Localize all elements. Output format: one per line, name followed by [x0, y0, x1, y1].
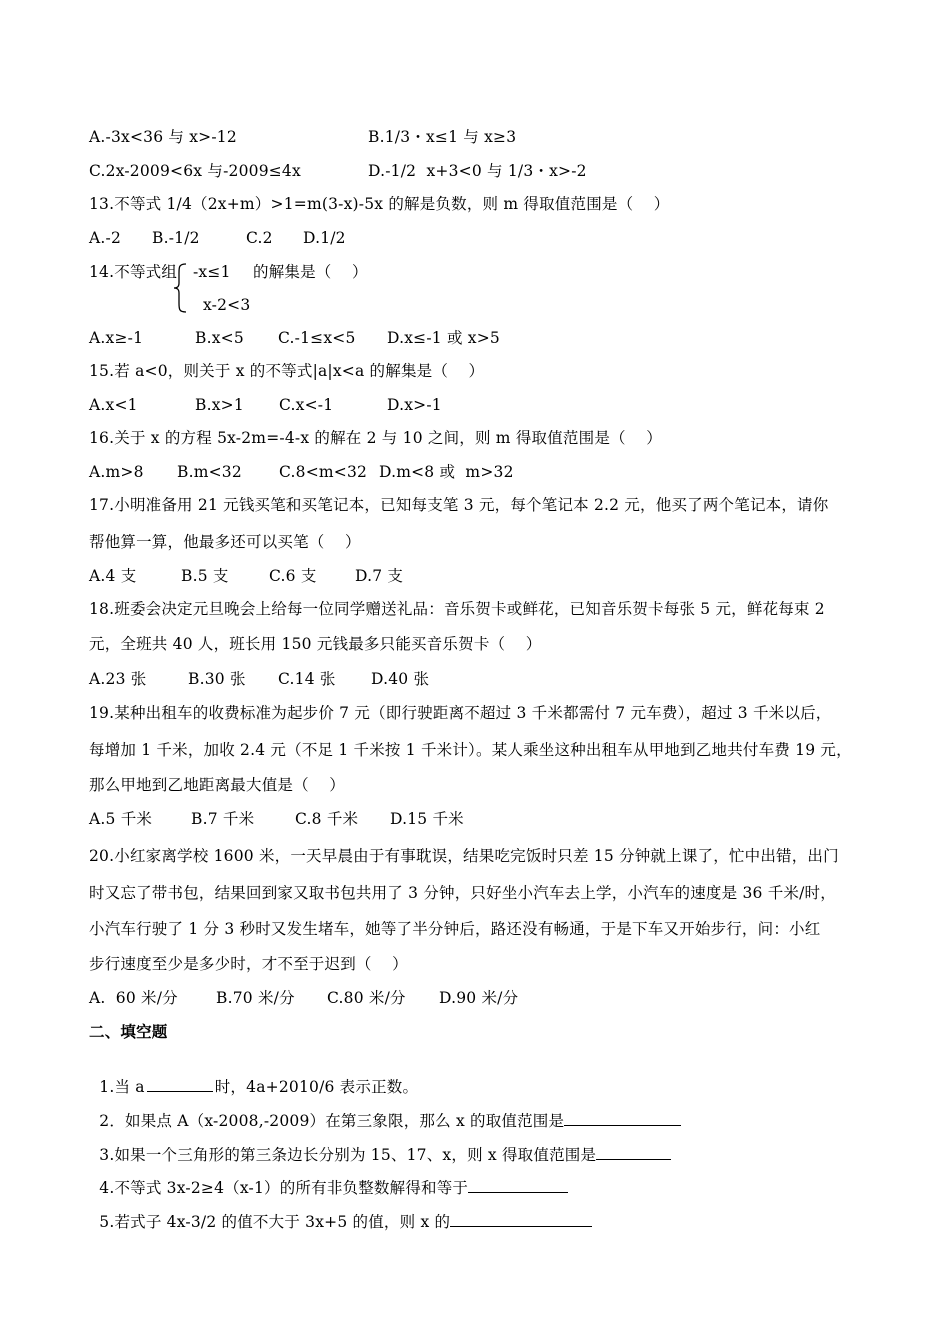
fill-3-answer-blank[interactable]: [596, 1143, 671, 1160]
q13-option-a: A.-2: [89, 229, 122, 247]
q20-option-d: D.90 米/分: [439, 989, 519, 1007]
q14-option-b: B.x<5: [195, 329, 244, 347]
fill-3-text: 3.如果一个三角形的第三条边长分别为 15、17、x，则 x 得取值范围是: [99, 1146, 597, 1164]
q19-line-2: 每增加 1 千米，加收 2.4 元（不足 1 千米按 1 千米计）。某人乘坐这种出租车从甲地到乙地共付车费 19 元，: [89, 741, 852, 759]
q17-line-2: 帮他算一算，他最多还可以买笔（ ）: [89, 533, 361, 551]
q13-stem: 13.不等式 1/4（2x+m）>1=m(3-x)-5x 的解是负数，则 m 得取值范围是（ ）: [89, 195, 670, 213]
q14-option-c: C.-1≤x<5: [278, 329, 356, 347]
q18-line-2: 元，全班共 40 人，班长用 150 元钱最多只能买音乐贺卡（ ）: [89, 635, 542, 653]
q12-option-a: A.-3x<36 与 x>-12: [89, 128, 237, 146]
q15-option-a: A.x<1: [89, 396, 138, 414]
q15-stem: 15.若 a<0，则关于 x 的不等式|a|x<a 的解集是（ ）: [89, 362, 485, 380]
q16-option-b: B.m<32: [177, 463, 242, 481]
q16-option-a: A.m>8: [89, 463, 144, 481]
q14-system-line-2: x-2<3: [203, 296, 251, 314]
q18-option-c: C.14 张: [278, 670, 336, 688]
q20-line-2: 时又忘了带书包，结果回到家又取书包共用了 3 分钟，只好坐小汽车去上学，小汽车的速度是 36 千米/时，: [89, 884, 836, 902]
q14-stem-prefix: 14.不等式组: [89, 263, 178, 281]
q19-option-b: B.7 千米: [191, 810, 255, 828]
q13-option-c: C.2: [246, 229, 273, 247]
q12-option-b: B.1/3・x≤1 与 x≥3: [368, 128, 517, 146]
q19-option-c: C.8 千米: [295, 810, 359, 828]
q16-stem: 16.关于 x 的方程 5x-2m=-4-x 的解在 2 与 10 之间，则 m 得取值范围是（ ）: [89, 429, 662, 447]
fill-4-text: 4.不等式 3x-2≥4（x-1）的所有非负整数解得和等于: [99, 1179, 469, 1197]
q15-option-d: D.x>-1: [387, 396, 442, 414]
q17-line-1: 17.小明准备用 21 元钱买笔和买笔记本，已知每支笔 3 元，每个笔记本 2.2 元，他买了两个笔记本，请你: [89, 496, 829, 514]
q19-line-3: 那么甲地到乙地距离最大值是（ ）: [89, 776, 346, 794]
q15-option-b: B.x>1: [195, 396, 244, 414]
fill-1-suffix: 时，4a+2010/6 表示正数。: [214, 1078, 419, 1096]
q17-option-d: D.7 支: [355, 567, 404, 585]
fill-question-5: [89, 1190, 592, 1232]
q15-option-c: C.x<-1: [279, 396, 334, 414]
q18-option-d: D.40 张: [371, 670, 430, 688]
fill-5-answer-blank[interactable]: [450, 1210, 592, 1227]
q17-option-b: B.5 支: [181, 567, 229, 585]
section-2-title: 二、填空题: [89, 1023, 168, 1041]
q12-option-c: C.2x-2009<6x 与-2009≤4x: [89, 162, 301, 180]
q17-option-a: A.4 支: [89, 567, 137, 585]
q17-option-c: C.6 支: [269, 567, 317, 585]
q16-option-c: C.8<m<32: [279, 463, 368, 481]
q20-option-a: A. 60 米/分: [89, 989, 178, 1007]
q20-line-3: 小汽车行驶了 1 分 3 秒时又发生堵车，她等了半分钟后，路还没有畅通，于是下车又开始步行，问：小红: [89, 920, 821, 938]
q14-system-line-1: -x≤1: [193, 263, 231, 281]
fill-2-text: 2．如果点 A（x-2008,-2009）在第三象限，那么 x 的取值范围是: [99, 1112, 565, 1130]
q12-option-d: D.-1/2 x+3<0 与 1/3・x>-2: [368, 162, 587, 180]
q16-option-d: D.m<8 或 m>32: [379, 463, 514, 481]
q20-line-1: 20.小红家离学校 1600 米，一天早晨由于有事耽误，结果吃完饭时只差 15 分钟就上课了，忙中出错，出门: [89, 847, 839, 865]
q14-option-a: A.x≥-1: [89, 329, 144, 347]
fill-1-prefix: 1.当 a: [99, 1078, 145, 1096]
q18-option-b: B.30 张: [188, 670, 246, 688]
q19-line-1: 19.某种出租车的收费标准为起步价 7 元（即行驶距离不超过 3 千米都需付 7 元车费），超过 3 千米以后，: [89, 704, 832, 722]
left-brace-icon: [173, 263, 187, 313]
q20-option-c: C.80 米/分: [327, 989, 406, 1007]
q14-option-d: D.x≤-1 或 x>5: [387, 329, 500, 347]
fill-5-text: 5.若式子 4x-3/2 的值不大于 3x+5 的值，则 x 的: [99, 1213, 451, 1231]
q14-stem-suffix: 的解集是（ ）: [253, 263, 368, 281]
q19-option-a: A.5 千米: [89, 810, 153, 828]
q18-line-1: 18.班委会决定元旦晚会上给每一位同学赠送礼品：音乐贺卡或鲜花，已知音乐贺卡每张 5 元，鲜花每束 2: [89, 600, 825, 618]
q20-option-b: B.70 米/分: [216, 989, 295, 1007]
q20-line-4: 步行速度至少是多少时，才不至于迟到（ ）: [89, 955, 408, 973]
q19-option-d: D.15 千米: [390, 810, 464, 828]
q13-option-b: B.-1/2: [152, 229, 200, 247]
q13-option-d: D.1/2: [303, 229, 346, 247]
q18-option-a: A.23 张: [89, 670, 147, 688]
